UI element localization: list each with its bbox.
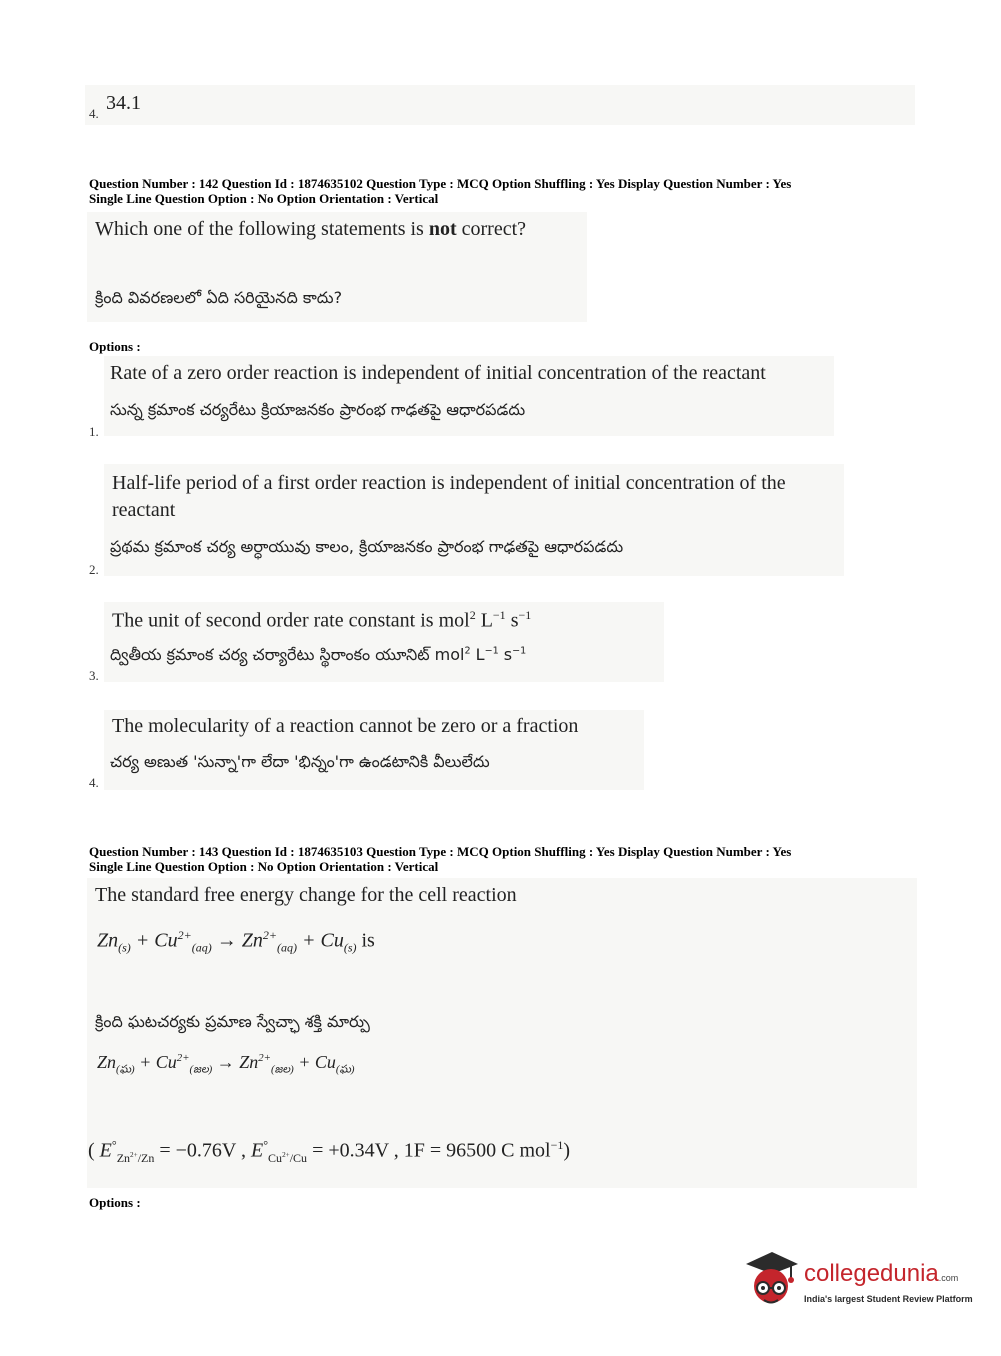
q142-option-2-en-line1: Half-life period of a first order reaction is independent of initial concentration of the (112, 472, 786, 494)
q143-electrode-potentials: ( $E^\circ_{Zn^{2+}/Zn} = -0.76V$ , $E^\circ_{Cu^{2+}/Cu} = +0.34V$ , 1F = 96500 C mol$^{-1}$) (88, 1138, 571, 1165)
logo-tagline: India's largest Student Review Platform (804, 1294, 973, 1304)
q142-option-2-te: ప్రథమ క్రమాంక చర్య అర్ధాయువు కాలం, క్రియాజనకం ప్రారంభ గాఢతపై ఆధారపడదు (110, 537, 624, 556)
q142-option-3-en: The unit of second order rate constant is mol$^2$ $L^{-1}$ $s^{-1}$ (112, 608, 532, 632)
mascot-icon (742, 1250, 800, 1312)
q142-meta-line1: Question Number : 142 Question Id : 1874635102 Question Type : MCQ Option Shuffling : Yes Display Question Number : Yes (89, 176, 792, 191)
q142-option-4-te: చర్య అణుత 'సున్నా'గా లేదా 'భిన్నం'గా ఉండటానికి వీలులేదు (110, 752, 490, 771)
q142-question-en: Which one of the following statements is not correct? (95, 218, 527, 240)
q142-options-label: Options : (89, 339, 141, 354)
q142-option-2-en-line2: reactant (112, 499, 176, 521)
logo-wordmark (804, 1260, 958, 1288)
q142-option-3-te: ద్వితీయ క్రమాంక చర్య చర్యారేటు స్థిరాంకం యూనిట్ mol$^2$ $L^{-1}$ $s^{-1}$ (110, 645, 527, 664)
collegedunia-logo[interactable] (742, 1250, 972, 1320)
q142-question-emphasis: not (428, 218, 457, 240)
q143-equation-en: $Zn_{(s)} + Cu^{2+}_{(aq)} \to Zn^{2+}_{(aq)} + Cu_{(s)}$ is (97, 928, 375, 955)
q143-question-en: The standard free energy change for the cell reaction (95, 884, 517, 906)
q142-option-1-te: సున్న క్రమాంక చర్యరేటు క్రియాజనకం ప్రారంభ గాఢతపై ఆధారపడదు (110, 400, 526, 419)
q142-meta-line2: Single Line Question Option : No Option Orientation : Vertical (89, 191, 439, 206)
prev-answer-number: 4. (89, 106, 99, 121)
q142-option-1-number: 1. (89, 424, 99, 439)
q143-is-word: is (361, 929, 375, 952)
q142-question-te: క్రింది వివరణలలో ఏది సరియైనది కాదు? (95, 288, 343, 307)
q142-option-1-en: Rate of a zero order reaction is independent of initial concentration of the reactant (110, 362, 766, 384)
q143-question-te: క్రింది ఘటచర్యకు ప్రమాణ స్వేచ్ఛా శక్తి మార్పు (95, 1012, 370, 1031)
prev-answer-value: 34.1 (106, 92, 141, 114)
q142-option-4-number: 4. (89, 775, 99, 790)
q142-option-2-number: 2. (89, 562, 99, 577)
q143-meta (89, 844, 919, 874)
q142-meta (89, 176, 919, 206)
q143-equation-te: $Zn_{(ఘ)} + Cu^{2+}_{(జల)} \to Zn^{2+}_{(జల)} + Cu_{(ఘ)}$ (97, 1052, 355, 1076)
logo-brand: collegedunia (804, 1260, 939, 1287)
q142-option-4-en: The molecularity of a reaction cannot be zero or a fraction (112, 715, 579, 737)
prev-answer-block (85, 85, 915, 125)
q143-meta-line1: Question Number : 143 Question Id : 1874635103 Question Type : MCQ Option Shuffling : Yes Display Question Number : Yes (89, 844, 792, 859)
logo-dotcom: .com (938, 1273, 959, 1283)
q143-options-label: Options : (89, 1195, 141, 1210)
q142-option-3-number: 3. (89, 668, 99, 683)
q143-meta-line2: Single Line Question Option : No Option Orientation : Vertical (89, 859, 439, 874)
